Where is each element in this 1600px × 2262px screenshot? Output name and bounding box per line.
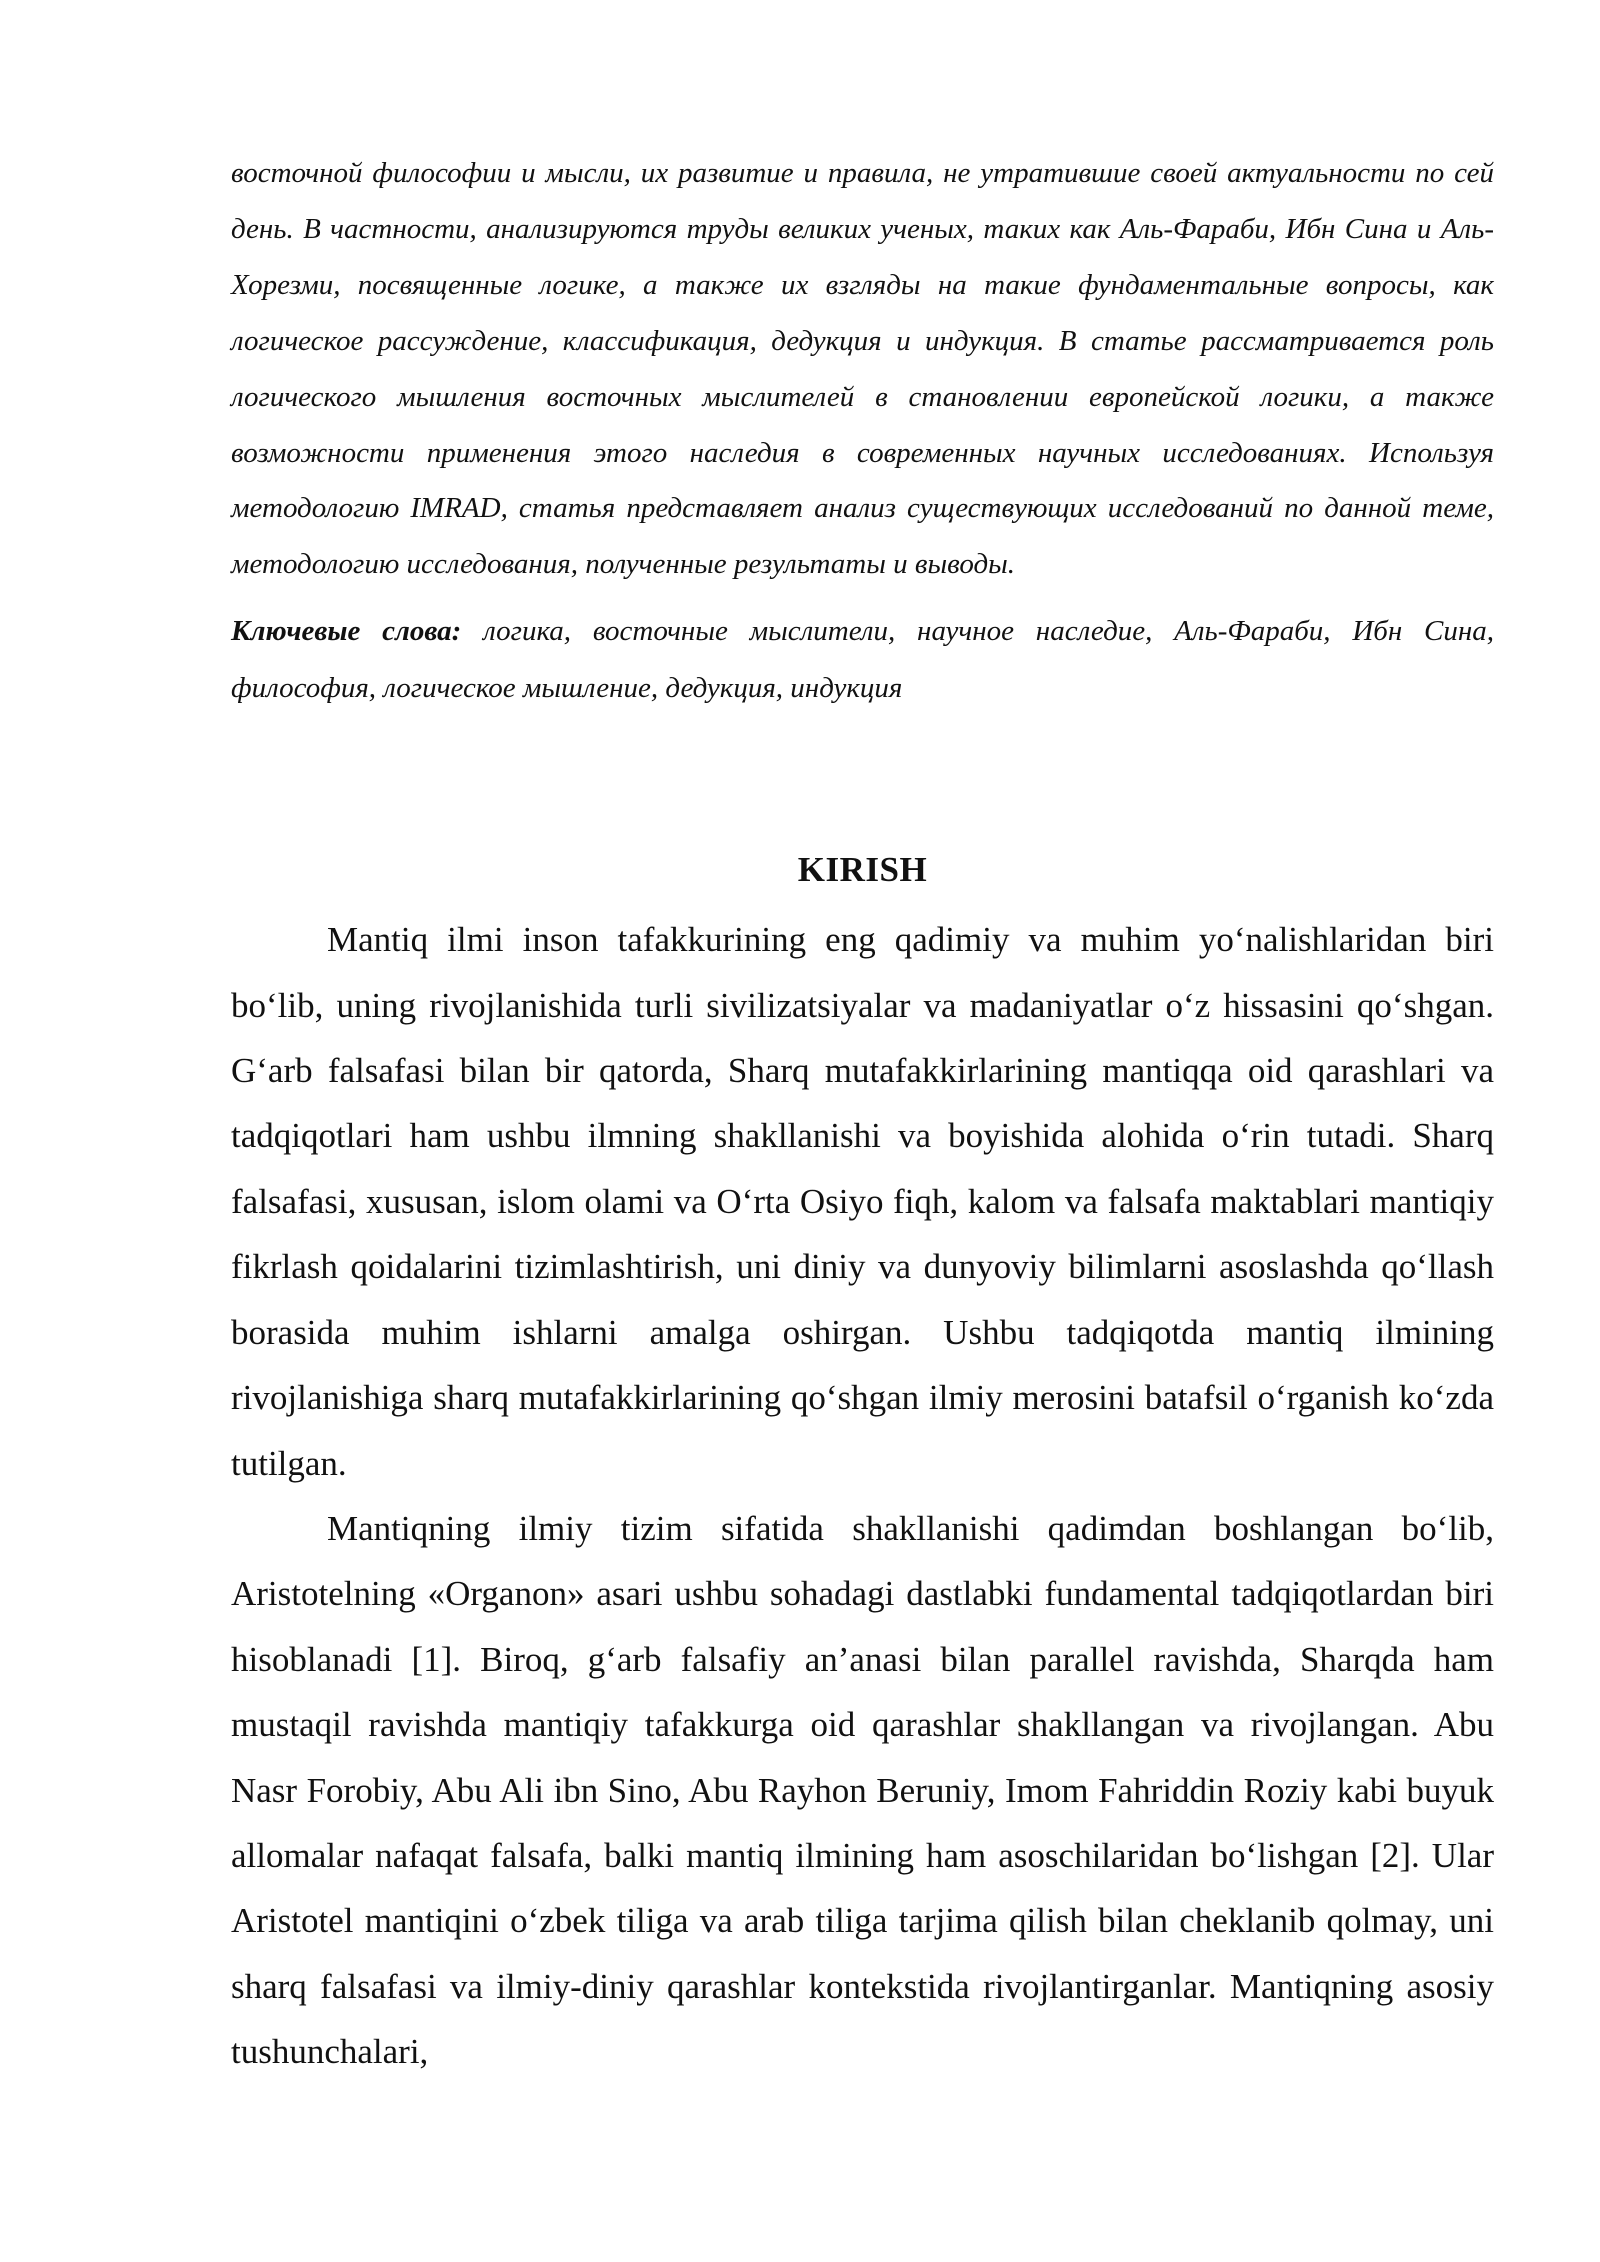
body-paragraph-1: Mantiq ilmi inson tafakkurining eng qadimiy va muhim yo‘nalishlaridan biri bo‘lib, uning rivojlanishida turli sivilizatsiyalar va madaniyatlar o‘z hissasini qo‘shgan. G‘arb falsafasi bilan bir qatorda, Sharq mutafakkirlarining mantiqqa oid qarashlari va tadqiqotlari ham ushbu ilmning shakllanishi va boyishida alohida o‘rin tutadi. Sharq falsafasi, xususan, islom olami va O‘rta Osiyo fiqh, kalom va falsafa maktablari mantiqiy fikrlash qoidalarini tizimlashtirish, uni diniy va dunyoviy bilimlarni asoslashda qo‘llash borasida muhim ishlarni amalga oshirgan. Ushbu tadqiqotda mantiq ilmining rivojlanishiga sharq mutafakkirlarining qo‘shgan ilmiy merosini batafsil o‘rganish ko‘zda tutilgan. (231, 920, 1494, 1483)
keywords-text: логика, восточные мыслители, научное наследие, Аль-Фараби, Ибн Сина, философия, логическое мышление, дедукция, индукция (231, 615, 1494, 705)
page-content (231, 146, 1494, 2085)
abstract-text: восточной философии и мысли, их развитие и правила, не утратившие своей актуальности по сей день. В частности, анализируются труды великих ученых, таких как Аль-Фараби, Ибн Сина и Аль-Хорезми, посвященные логике, а также их взгляды на такие фундаментальные вопросы, как логическое рассуждение, классификация, дедукция и индукция. В статье рассматривается роль логического мышления восточных мыслителей в становлении европейской логики, а также возможности применения этого наследия в современных научных исследованиях. Используя методологию IMRAD, статья представляет анализ существующих исследований по данной теме, методологию исследования, полученные результаты и выводы. (231, 157, 1494, 581)
keywords-block (231, 603, 1494, 717)
section-heading: KIRISH (797, 850, 928, 890)
keywords-label: Ключевые слова: (231, 615, 462, 648)
body-paragraph-2: Mantiqning ilmiy tizim sifatida shakllanishi qadimdan boshlangan bo‘lib, Aristotelning «Organon» asari ushbu sohadagi dastlabki fundamental tadqiqotlardan biri hisoblanadi [1]. Biroq, g‘arb falsafiy an’anasi bilan parallel ravishda, Sharqda ham mustaqil ravishda mantiqiy tafakkurga oid qarashlar shakllangan va rivojlangan. Abu Nasr Forobiy, Abu Ali ibn Sino, Abu Rayhon Beruniy, Imom Fahriddin Roziy kabi buyuk allomalar nafaqat falsafa, balki mantiq ilmining ham asoschilaridan bo‘lishgan [2]. Ular Aristotel mantiqini o‘zbek tiliga va arab tiliga tarjima qilish bilan cheklanib qolmay, uni sharq falsafasi va ilmiy-diniy qarashlar kontekstida rivojlantirganlar. Mantiqning asosiy tushunchalari, (231, 1508, 1494, 2072)
